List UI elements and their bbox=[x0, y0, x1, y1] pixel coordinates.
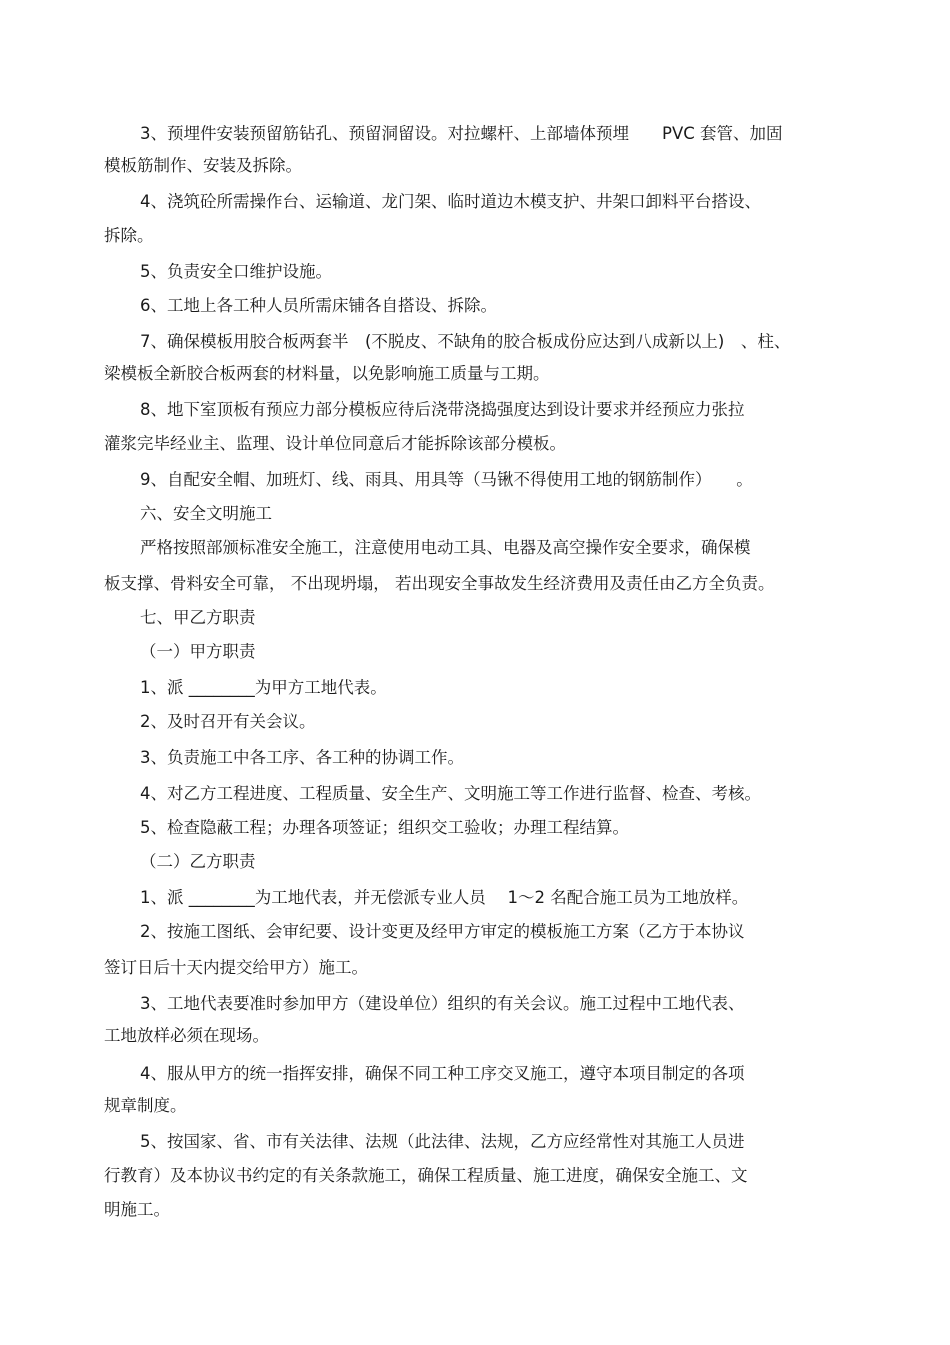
text-line: 3、工地代表要准时参加甲方（建设单位）组织的有关会议。施工过程中工地代表、 bbox=[140, 994, 745, 1013]
text-line: 4、服从甲方的统一指挥安排，确保不同工种工序交叉施工，遵守本项目制定的各项 bbox=[140, 1064, 745, 1083]
text-line: 1、派 ________为工地代表，并无偿派专业人员 1～2 名配合施工员为工地放样。 bbox=[140, 888, 749, 907]
text-line: 3、负责施工中各工序、各工种的协调工作。 bbox=[140, 748, 464, 767]
text-line: 7、确保模板用胶合板两套半 (不脱皮、不缺角的胶合板成份应达到八成新以上) 、柱、 bbox=[140, 332, 791, 351]
text-line: 模板筋制作、安装及拆除。 bbox=[104, 156, 302, 175]
text-line: 板支撑、骨料安全可靠， 不出现坍塌， 若出现安全事故发生经济费用及责任由乙方全负责。 bbox=[104, 574, 775, 593]
text-line: 梁模板全新胶合板两套的材料量，以免影响施工质量与工期。 bbox=[104, 364, 550, 383]
text-line: 灌浆完毕经业主、监理、设计单位同意后才能拆除该部分模板。 bbox=[104, 434, 566, 453]
text-line: 1、派 ________为甲方工地代表。 bbox=[140, 678, 387, 697]
text-line: 2、按施工图纸、会审纪要、设计变更及经甲方审定的模板施工方案（乙方于本协议 bbox=[140, 922, 745, 941]
text-line: 5、负责安全口维护设施。 bbox=[140, 262, 332, 281]
text-line: 严格按照部颁标准安全施工，注意使用电动工具、电器及高空操作安全要求，确保模 bbox=[140, 538, 751, 557]
text-line: 签订日后十天内提交给甲方）施工。 bbox=[104, 958, 368, 977]
text-line: 4、浇筑砼所需操作台、运输道、龙门架、临时道边木模支护、井架口卸料平台搭设、 bbox=[140, 192, 761, 211]
text-line: 8、地下室顶板有预应力部分模板应待后浇带浇捣强度达到设计要求并经预应力张拉 bbox=[140, 400, 745, 419]
text-line: 明施工。 bbox=[104, 1200, 170, 1219]
text-line: 3、预埋件安装预留筋钻孔、预留洞留设。对拉螺杆、上部墙体预埋 PVC 套管、加固 bbox=[140, 124, 783, 143]
text-line: 行教育）及本协议书约定的有关条款施工，确保工程质量、施工进度，确保安全施工、文 bbox=[104, 1166, 748, 1185]
text-line: 6、工地上各工种人员所需床铺各自搭设、拆除。 bbox=[140, 296, 497, 315]
text-line: 5、检查隐蔽工程；办理各项签证；组织交工验收；办理工程结算。 bbox=[140, 818, 629, 837]
text-line: 规章制度。 bbox=[104, 1096, 187, 1115]
text-line: 4、对乙方工程进度、工程质量、安全生产、文明施工等工作进行监督、检查、考核。 bbox=[140, 784, 761, 803]
text-line: 5、按国家、省、市有关法律、法规（此法律、法规，乙方应经常性对其施工人员进 bbox=[140, 1132, 745, 1151]
subsection-heading: （一）甲方职责 bbox=[140, 642, 256, 661]
subsection-heading: （二）乙方职责 bbox=[140, 852, 256, 871]
text-line: 拆除。 bbox=[104, 226, 154, 245]
text-line: 2、及时召开有关会议。 bbox=[140, 712, 316, 731]
text-line: 9、自配安全帽、加班灯、线、雨具、用具等（马锹不得使用工地的钢筋制作） 。 bbox=[140, 470, 753, 489]
section-heading: 七、甲乙方职责 bbox=[140, 608, 256, 627]
section-heading: 六、安全文明施工 bbox=[140, 504, 272, 523]
text-line: 工地放样必须在现场。 bbox=[104, 1026, 269, 1045]
